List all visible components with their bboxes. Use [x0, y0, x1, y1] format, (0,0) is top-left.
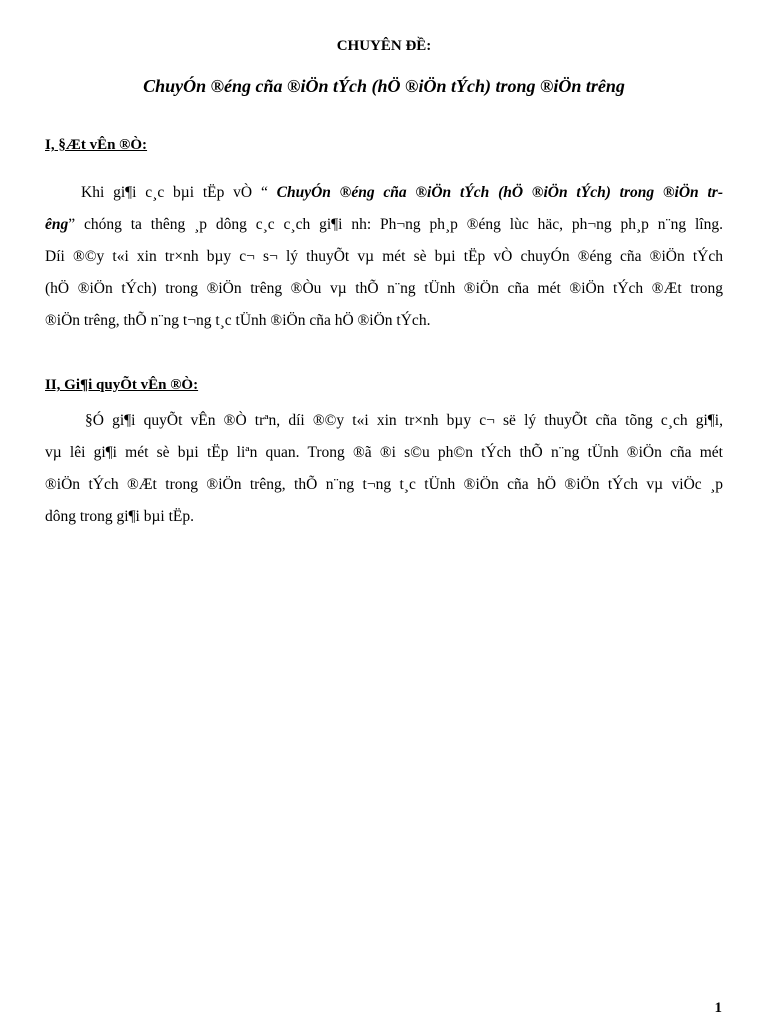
page-number: 1: [714, 1000, 722, 1016]
text-run: Khi gi¶i c¸c bµi tËp vÒ “: [81, 184, 277, 201]
document-label: CHUYÊN ĐỀ:: [336, 38, 432, 54]
paragraph-line: Díi ®©y t«i xin tr×nh bµy c¬ s¬ lý thuyÕt vµ mét sè bµi tËp vÒ chuyÓn ®éng cña ®iÖn tÝch: [45, 248, 723, 265]
section-2-paragraph: [45, 405, 723, 533]
section-1-paragraph: [45, 177, 723, 337]
document-title: ChuyÓn ®éng cña ®iÖn tÝch (hÖ ®iÖn tÝch) trong ®iÖn trêng: [143, 76, 625, 96]
paragraph-line: [45, 177, 723, 209]
paragraph-line: (hÖ ®iÖn tÝch) trong ®iÖn trêng ®Òu vµ thÕ n¨ng tÜnh ®iÖn cña mét ®iÖn tÝch ®Æt trong: [45, 280, 723, 297]
text-run: ” chóng ta thêng ¸p dông c¸c c¸ch gi¶i nh: Ph¬ng ph¸p ®éng lùc häc, ph¬ng ph¸p n¨ng lîng.: [68, 216, 723, 233]
paragraph-line: [45, 209, 723, 241]
section-1-heading: I, §Æt vÊn ®Ò:: [45, 137, 148, 153]
emphasized-topic: ChuyÓn ®éng cña ®iÖn tÝch (hÖ ®iÖn tÝch) trong ®iÖn tr-: [276, 184, 723, 201]
paragraph-line: §Ó gi¶i quyÕt vÊn ®Ò trªn, díi ®©y t«i xin tr×nh bµy c¬ së lý thuyÕt cña tõng c¸ch gi¶i,: [85, 412, 723, 429]
paragraph-line: dông trong gi¶i bµi tËp.: [45, 508, 194, 525]
paragraph-line: ®iÖn tÝch ®Æt trong ®iÖn trêng, thÕ n¨ng t¬ng t¸c tÜnh ®iÖn cña hÖ ®iÖn tÝch vµ viÖc ¸p: [45, 476, 723, 493]
paragraph-line: ®iÖn trêng, thÕ n¨ng t¬ng t¸c tÜnh ®iÖn cña hÖ ®iÖn tÝch.: [45, 312, 431, 329]
paragraph-line: vµ lêi gi¶i mét sè bµi tËp liªn quan. Trong ®ã ®i s©u ph©n tÝch thÕ n¨ng tÜnh ®iÖn cña mét: [45, 444, 723, 461]
section-2-heading: II, Gi¶i quyÕt vÊn ®Ò:: [45, 377, 199, 393]
emphasized-topic-end: êng: [45, 216, 69, 233]
